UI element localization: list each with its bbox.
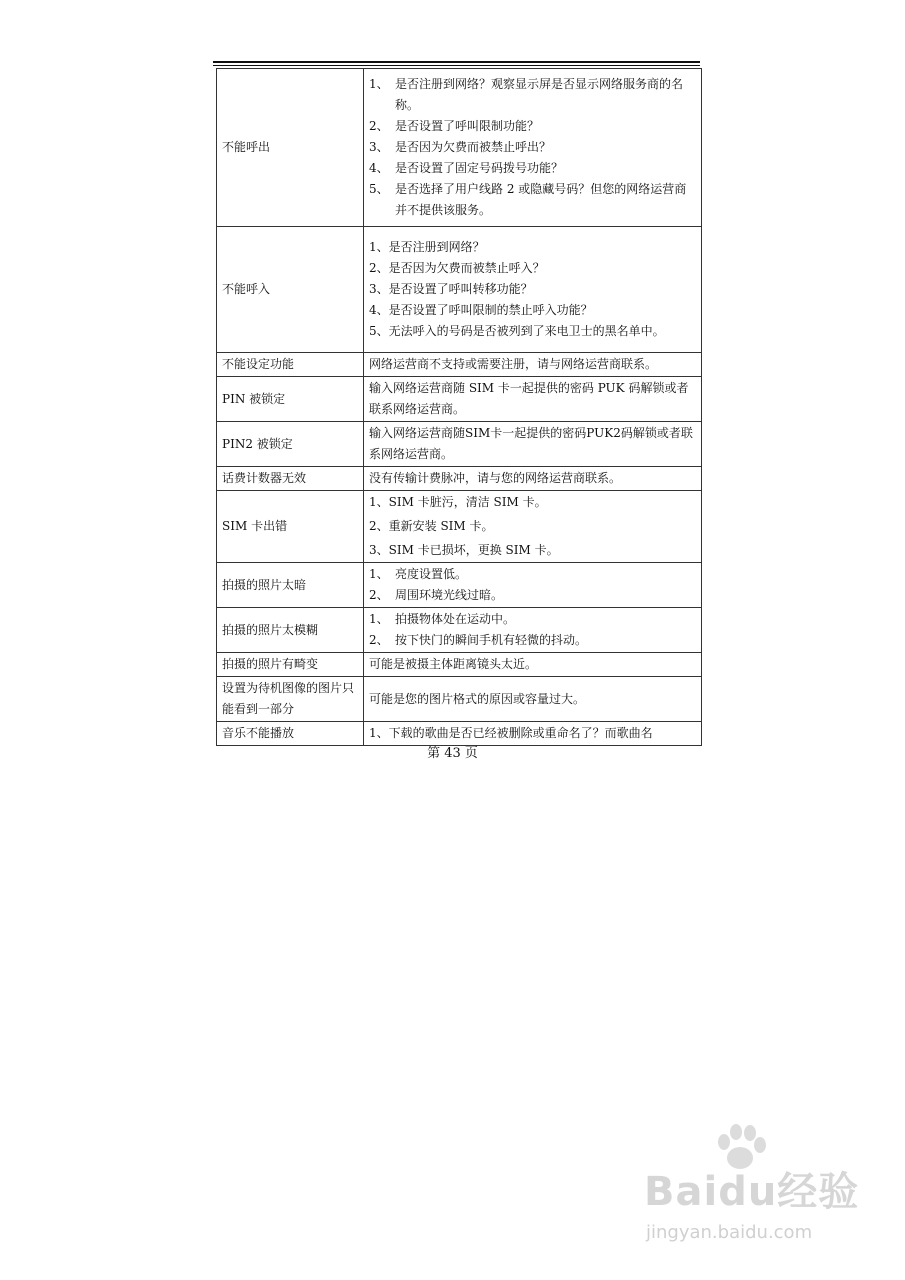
problem-cell: PIN2 被锁定: [217, 422, 364, 467]
problem-cell: 拍摄的照片太模糊: [217, 608, 364, 653]
list-item: 3、 是否设置了呼叫转移功能？: [369, 282, 533, 296]
problem-cell: 不能设定功能: [217, 353, 364, 377]
list-item: 1、 SIM 卡脏污，清洁 SIM 卡。: [369, 495, 547, 509]
solution-cell: 输入网络运营商随 SIM 卡一起提供的密码 PUK 码解锁或者联系网络运营商。: [364, 377, 702, 422]
list-item: 2、 按下快门的瞬间手机有轻微的抖动。: [369, 633, 588, 647]
troubleshooting-table: [216, 68, 702, 746]
list-item: 1、 是否注册到网络？: [369, 240, 485, 254]
problem-cell: 不能呼出: [217, 69, 364, 227]
solution-cell: 1、下载的歌曲是否已经被删除或重命名了？而歌曲名: [364, 722, 702, 746]
problem-cell: PIN 被锁定: [217, 377, 364, 422]
list-item: 2、 周围环境光线过暗。: [369, 588, 504, 602]
table-row: [217, 563, 702, 608]
baidu-watermark: [640, 1150, 880, 1260]
table-row: [217, 491, 702, 563]
header-rule-thin: [213, 65, 700, 66]
table-row: [217, 677, 702, 722]
watermark-url: jingyan.baidu.com: [646, 1222, 813, 1243]
problem-cell: 设置为待机图像的图片只能看到一部分: [217, 677, 364, 722]
list-item: 2、 是否设置了呼叫限制功能？: [369, 119, 540, 133]
problem-cell: 话费计数器无效: [217, 467, 364, 491]
table-row: [217, 653, 702, 677]
list-item: 1、 是否注册到网络？观察显示屏是否显示网络服务商的名称。: [369, 77, 684, 112]
table-row: [217, 422, 702, 467]
problem-cell: 音乐不能播放: [217, 722, 364, 746]
solution-cell: 网络运营商不支持或需要注册，请与网络运营商联系。: [364, 353, 702, 377]
problem-cell: 拍摄的照片太暗: [217, 563, 364, 608]
watermark-logo-text: Baidu经验: [644, 1169, 860, 1215]
table-row: [217, 467, 702, 491]
table-row: [217, 353, 702, 377]
solution-cell: [364, 69, 702, 227]
solution-cell: [364, 227, 702, 353]
solution-cell: 可能是您的图片格式的原因或容量过大。: [364, 677, 702, 722]
list-item: 5、 是否选择了用户线路 2 或隐藏号码？但您的网络运营商并不提供该服务。: [369, 182, 687, 217]
list-item: 4、 是否设置了固定号码拨号功能？: [369, 161, 564, 175]
table-row: [217, 69, 702, 227]
solution-cell: 没有传输计费脉冲，请与您的网络运营商联系。: [364, 467, 702, 491]
problem-cell: 拍摄的照片有畸变: [217, 653, 364, 677]
list-item: 3、 是否因为欠费而被禁止呼出？: [369, 140, 552, 154]
list-item: 4、 是否设置了呼叫限制的禁止呼入功能？: [369, 303, 593, 317]
solution-cell: [364, 608, 702, 653]
list-item: 5、 无法呼入的号码是否被列到了来电卫士的黑名单中。: [369, 324, 665, 338]
solution-cell: 可能是被摄主体距离镜头太近。: [364, 653, 702, 677]
list-item: 2、 重新安装 SIM 卡。: [369, 519, 494, 533]
problem-cell: 不能呼入: [217, 227, 364, 353]
page-number: 第 43 页: [427, 746, 478, 761]
table-row: [217, 227, 702, 353]
table-row: [217, 377, 702, 422]
list-item: 2、 是否因为欠费而被禁止呼入？: [369, 261, 545, 275]
solution-cell: 输入网络运营商随SIM卡一起提供的密码PUK2码解锁或者联系网络运营商。: [364, 422, 702, 467]
list-item: 1、 拍摄物体处在运动中。: [369, 612, 516, 626]
solution-cell: [364, 491, 702, 563]
solution-cell: [364, 563, 702, 608]
table-row: [217, 608, 702, 653]
list-item: 3、 SIM 卡已损坏，更换 SIM 卡。: [369, 543, 559, 557]
header-rule-thick: [213, 61, 700, 63]
problem-cell: SIM 卡出错: [217, 491, 364, 563]
list-item: 1、 亮度设置低。: [369, 567, 468, 581]
